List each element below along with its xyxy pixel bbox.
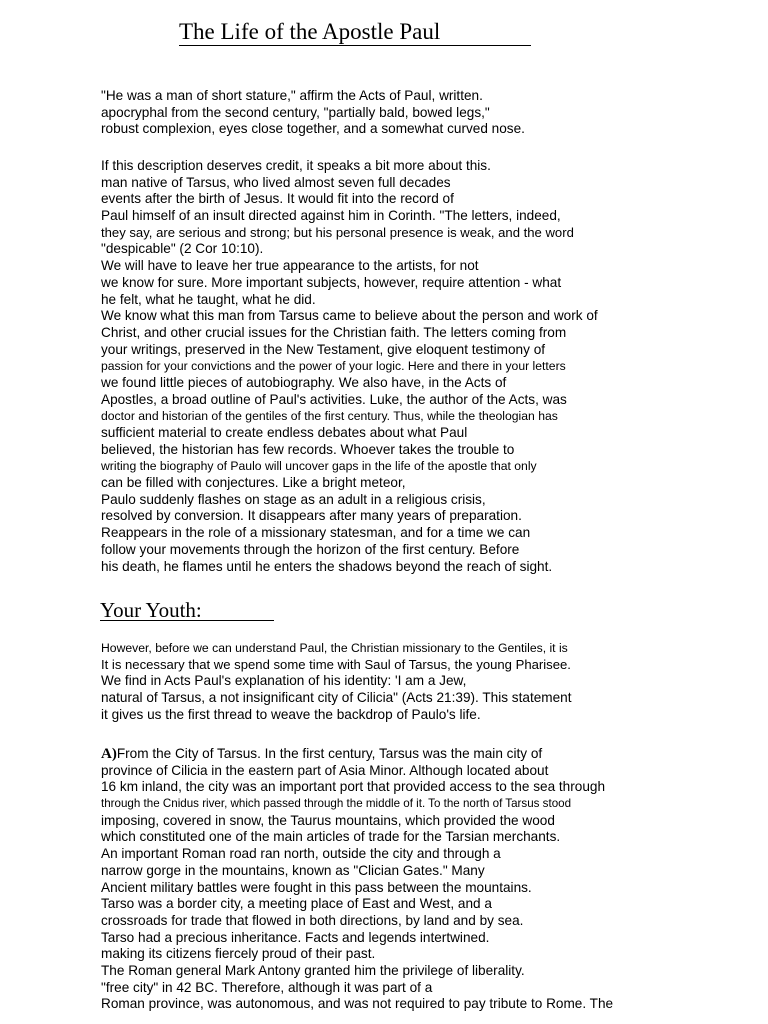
section-paragraph [101,640,572,723]
text-line: We will have to leave her true appearance to the artists, for not [101,258,479,274]
text-line: doctor and historian of the gentiles of the first century. Thus, while the theologian has [101,409,558,424]
text-line: Tarso was a border city, a meeting place of East and West, and a [101,896,492,912]
text-line: "He was a man of short stature," affirm the Acts of Paul, written. [101,88,483,103]
text-line: The Roman general Mark Antony granted him the privilege of liberality. [101,962,525,978]
list-marker: A) [101,746,117,762]
text-line: It is necessary that we spend some time with Saul of Tarsus, the young Pharisee. [101,656,571,672]
text-line: 16 km inland, the city was an important port that provided access to the sea through [101,779,606,795]
text-line: crossroads for trade that flowed in both directions, by land and by sea. [101,912,524,928]
text-line: However, before we can understand Paul, the Christian missionary to the Gentiles, it is [101,641,568,655]
intro-paragraph [101,88,525,138]
document-title: The Life of the Apostle Paul [179,19,441,44]
title-underline [179,45,531,46]
text-line-content: From the City of Tarsus. In the first century, Tarsus was the main city of [116,746,543,761]
text-line [101,746,613,763]
text-line: province of Cilicia in the eastern part of Asia Minor. Although located about [101,762,549,778]
point-a-paragraph [101,746,613,1013]
text-line: apocryphal from the second century, "partially bald, bowed legs," [101,104,490,120]
text-line: We find in Acts Paul's explanation of his identity: 'I am a Jew, [101,673,467,689]
text-line: Apostles, a broad outline of Paul's activities. Luke, the author of the Acts, was [101,391,567,407]
text-line: writing the biography of Paulo will uncover gaps in the life of the apostle that only [101,459,537,474]
text-line: natural of Tarsus, a not insignificant city of Cilicia" (Acts 21:39). This statement [101,690,572,706]
text-line: sufficient material to create endless debates about what Paul [101,425,468,440]
text-line: he felt, what he taught, what he did. [101,291,316,307]
text-line: Christ, and other crucial issues for the Christian faith. The letters coming from [101,324,567,340]
text-line: events after the birth of Jesus. It would fit into the record of [101,191,454,207]
text-line: Roman province, was autonomous, and was not required to pay tribute to Rome. The [101,996,614,1012]
text-line: they say, are serious and strong; but his personal presence is weak, and the word [101,224,574,240]
text-line: Paulo suddenly flashes on stage as an adult in a religious crisis, [101,491,486,507]
text-line: your writings, preserved in the New Testament, give eloquent testimony of [101,341,546,357]
body-paragraph [101,158,598,575]
text-line: Ancient military battles were fought in this pass between the mountains. [101,879,532,895]
text-line: we know for sure. More important subjects, however, require attention - what [101,274,562,290]
text-line: If this description deserves credit, it speaks a bit more about this. [101,158,491,173]
text-line: imposing, covered in snow, the Taurus mountains, which provided the wood [101,812,555,828]
text-line: can be filled with conjectures. Like a bright meteor, [101,475,406,491]
text-line: robust complexion, eyes close together, and a somewhat curved nose. [101,121,525,137]
section-heading: Your Youth: [100,598,202,622]
text-line: We know what this man from Tarsus came to believe about the person and work of [101,308,598,324]
text-line: believed, the historian has few records. Whoever takes the trouble to [101,441,515,457]
text-line: An important Roman road ran north, outside the city and through a [101,846,501,862]
text-line: "free city" in 42 BC. Therefore, although it was part of a [101,979,433,995]
text-line: it gives us the first thread to weave the backdrop of Paulo's life. [101,706,481,722]
text-line: we found little pieces of autobiography. We also have, in the Acts of [101,374,507,390]
text-line: man native of Tarsus, who lived almost seven full decades [101,174,451,190]
text-line: his death, he flames until he enters the shadows beyond the reach of sight. [101,558,553,574]
text-line: Tarso had a precious inheritance. Facts and legends intertwined. [101,929,490,945]
text-line: resolved by conversion. It disappears after many years of preparation. [101,508,522,524]
text-line: narrow gorge in the mountains, known as "Clician Gates." Many [101,862,485,878]
text-line: which constituted one of the main articles of trade for the Tarsian merchants. [101,829,561,845]
text-line: passion for your convictions and the power of your logic. Here and there in your letters [101,359,566,374]
section-heading-underline [100,620,274,621]
text-line: making its citizens fiercely proud of their past. [101,946,376,962]
text-line: Paul himself of an insult directed against him in Corinth. "The letters, indeed, [101,208,561,224]
text-line: "despicable" (2 Cor 10:10). [101,241,264,257]
text-line: Reappears in the role of a missionary statesman, and for a time we can [101,525,531,541]
text-line: through the Cnidus river, which passed through the middle of it. To the north of Tarsus stood [101,797,572,811]
text-line: follow your movements through the horizon of the first century. Before [101,541,520,557]
